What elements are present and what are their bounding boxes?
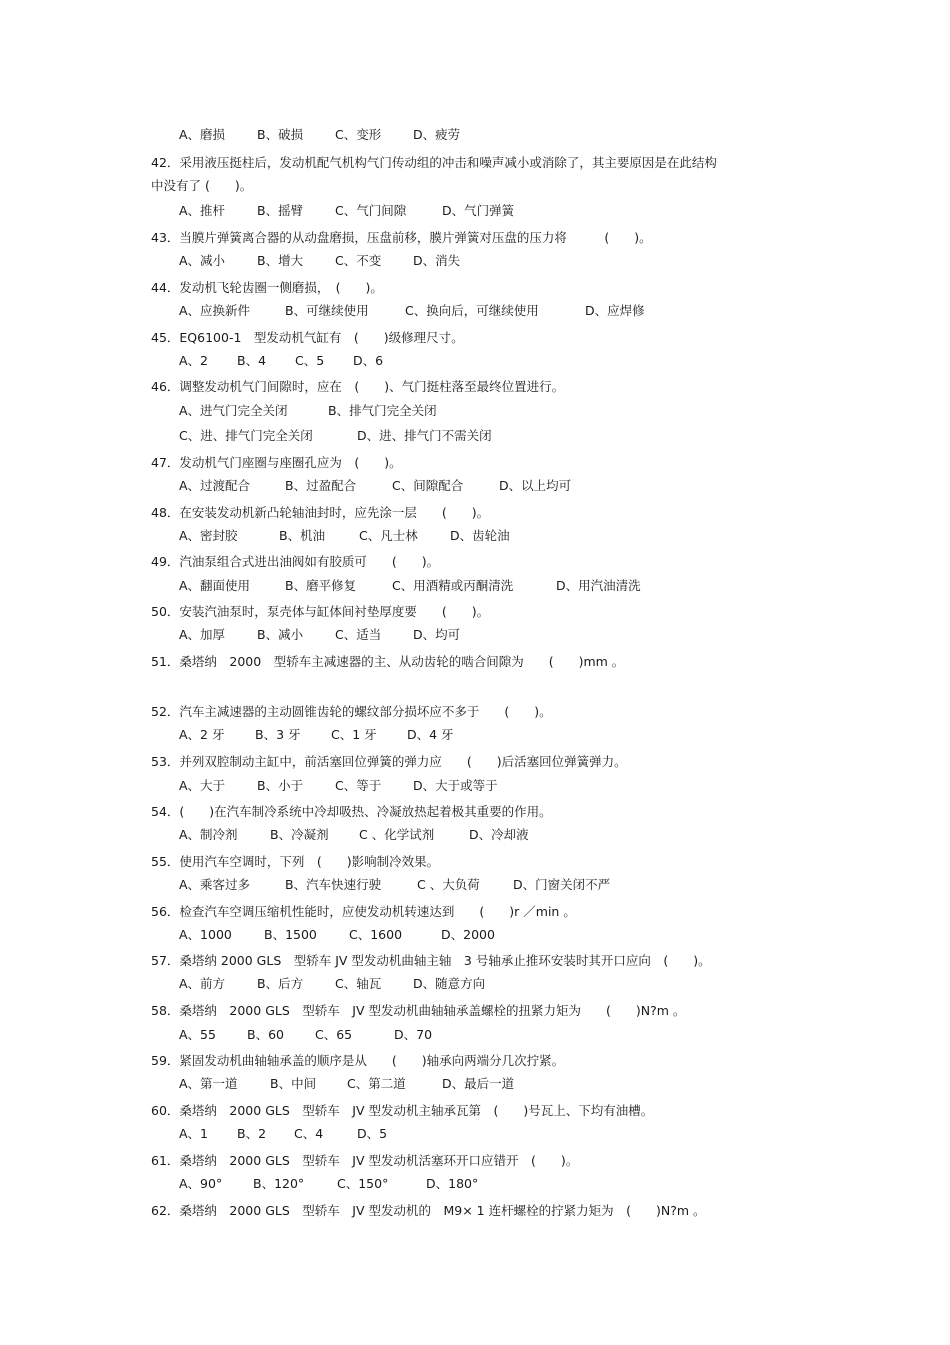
option-choice: C、不变 xyxy=(335,253,382,268)
option-choice: A、过渡配合 xyxy=(179,478,251,493)
question-text: 61．桑塔纳 2000 GLS 型轿车 JV 型发动机活塞环开口应错开 ( )。 xyxy=(151,1153,579,1168)
option-choice: C、等于 xyxy=(335,778,382,793)
option-choice: B、增大 xyxy=(257,253,304,268)
question-text: 56．检查汽车空调压缩机性能时，应使发动机转速达到 ( )r ／min 。 xyxy=(151,904,576,919)
question-text: 58．桑塔纳 2000 GLS 型轿车 JV 型发动机曲轴轴承盖螺栓的扭紧力矩为 ( )N?m 。 xyxy=(151,1003,686,1018)
option-choice: B、120° xyxy=(253,1176,305,1191)
options-line xyxy=(179,877,610,893)
option-choice: D、齿轮油 xyxy=(450,528,510,543)
option-choice: C、5 xyxy=(295,353,325,368)
options-line xyxy=(179,627,460,643)
option-choice: A、加厚 xyxy=(179,627,226,642)
option-choice: B、2 xyxy=(237,1126,267,1141)
option-choice: C 、化学试剂 xyxy=(359,827,435,842)
option-choice: C、凡士林 xyxy=(359,528,418,543)
option-choice: A、制冷剂 xyxy=(179,827,238,842)
option-choice: B、机油 xyxy=(279,528,326,543)
options-line xyxy=(179,1126,387,1142)
option-choice: A、应换新件 xyxy=(179,303,251,318)
option-choice: C、适当 xyxy=(335,627,382,642)
option-choice: B、3 牙 xyxy=(255,727,301,742)
option-choice: A、乘客过多 xyxy=(179,877,251,892)
option-choice: A、推杆 xyxy=(179,203,226,218)
option-choice: A、前方 xyxy=(179,976,226,991)
options-line xyxy=(179,727,454,743)
option-choice: B、摇臂 xyxy=(257,203,304,218)
question-text: 46．调整发动机气门间隙时，应在 ( )、气门挺柱落至最终位置进行。 xyxy=(151,379,565,394)
option-choice: A、减小 xyxy=(179,253,226,268)
option-choice: B、排气门完全关闭 xyxy=(328,403,437,418)
question-text: 59．紧固发动机曲轴轴承盖的顺序是从 ( )轴承向两端分几次拧紧。 xyxy=(151,1053,565,1068)
question-text: 60．桑塔纳 2000 GLS 型轿车 JV 型发动机主轴承瓦第 ( )号瓦上、下均有油槽。 xyxy=(151,1103,654,1118)
option-choice: B、4 xyxy=(237,353,267,368)
options-line xyxy=(179,528,510,544)
options-line xyxy=(179,1176,478,1192)
option-choice: C、150° xyxy=(337,1176,389,1191)
option-choice: A、大于 xyxy=(179,778,226,793)
question-text: 55．使用汽车空调时，下列 ( )影响制冷效果。 xyxy=(151,854,440,869)
options-line xyxy=(179,778,498,794)
option-choice: D、消失 xyxy=(413,253,461,268)
question-text: 54．( )在汽车制冷系统中冷却吸热、冷凝放热起着极其重要的作用。 xyxy=(151,804,552,819)
option-choice: D、以上均可 xyxy=(499,478,572,493)
option-choice: A、密封胶 xyxy=(179,528,238,543)
options-line xyxy=(179,403,437,419)
question-text: 52．汽车主减速器的主动圆锥齿轮的螺纹部分损坏应不多于 ( )。 xyxy=(151,704,552,719)
option-choice: A、2 xyxy=(179,353,209,368)
option-choice: C、1 牙 xyxy=(331,727,377,742)
question-text: 47．发动机气门座圈与座圈孔应为 ( )。 xyxy=(151,455,402,470)
option-choice: D、门窗关闭不严 xyxy=(513,877,611,892)
question-text: 44．发动机飞轮齿圈一侧磨损， ( )。 xyxy=(151,280,383,295)
options-line xyxy=(179,927,495,943)
option-choice: C、65 xyxy=(315,1027,353,1042)
option-choice: B、减小 xyxy=(257,627,304,642)
option-choice: D、均可 xyxy=(413,627,461,642)
options-line xyxy=(179,353,383,369)
option-choice: B、后方 xyxy=(257,976,304,991)
question-text: 43．当膜片弹簧离合器的从动盘磨损，压盘前移，膜片弹簧对压盘的压力将 ( )。 xyxy=(151,230,652,245)
option-choice: D、大于或等于 xyxy=(413,778,498,793)
option-choice: B、可继续使用 xyxy=(285,303,369,318)
options-line xyxy=(179,1076,514,1092)
options-line xyxy=(179,478,571,494)
question-text: 50．安装汽油泵时，泵壳体与缸体间衬垫厚度要 ( )。 xyxy=(151,604,490,619)
option-choice: D、应焊修 xyxy=(585,303,645,318)
option-choice: B、破损 xyxy=(257,127,304,142)
options-line xyxy=(179,428,492,444)
option-choice: B、中间 xyxy=(270,1076,317,1091)
options-line xyxy=(179,1027,432,1043)
option-choice: D、180° xyxy=(426,1176,479,1191)
option-choice: B、冷凝剂 xyxy=(270,827,329,842)
option-choice: C、间隙配合 xyxy=(392,478,464,493)
option-choice: C 、大负荷 xyxy=(417,877,480,892)
option-choice: B、过盈配合 xyxy=(285,478,357,493)
option-choice: A、2 牙 xyxy=(179,727,225,742)
option-choice: C、4 xyxy=(294,1126,324,1141)
option-choice: C、第二道 xyxy=(347,1076,406,1091)
option-choice: B、磨平修复 xyxy=(285,578,357,593)
option-choice: B、小于 xyxy=(257,778,304,793)
option-choice: C、变形 xyxy=(335,127,382,142)
option-choice: D、冷却液 xyxy=(469,827,529,842)
option-choice: D、气门弹簧 xyxy=(442,203,515,218)
question-text: 62．桑塔纳 2000 GLS 型轿车 JV 型发动机的 M9× 1 连杆螺栓的拧紧力矩为 ( )N?m 。 xyxy=(151,1203,706,1218)
question-text: 中没有了 ( )。 xyxy=(151,178,253,193)
option-choice: D、进、排气门不需关闭 xyxy=(357,428,492,443)
option-choice: A、第一道 xyxy=(179,1076,238,1091)
option-choice: D、6 xyxy=(353,353,384,368)
option-choice: D、4 牙 xyxy=(407,727,454,742)
option-choice: B、60 xyxy=(247,1027,284,1042)
option-choice: A、翻面使用 xyxy=(179,578,251,593)
option-choice: A、1 xyxy=(179,1126,209,1141)
question-text: 49．汽油泵组合式进出油阀如有胶质可 ( )。 xyxy=(151,554,440,569)
option-choice: D、5 xyxy=(357,1126,388,1141)
options-line xyxy=(179,253,460,269)
option-choice: D、2000 xyxy=(441,927,495,942)
question-text: 53．并列双腔制动主缸中，前活塞回位弹簧的弹力应 ( )后活塞回位弹簧弹力。 xyxy=(151,754,627,769)
question-text: 57．桑塔纳 2000 GLS 型轿车 JV 型发动机曲轴主轴 3 号轴承止推环安装时其开口应向 ( )。 xyxy=(151,953,711,968)
option-choice: C、换向后，可继续使用 xyxy=(405,303,539,318)
option-choice: C、进、排气门完全关闭 xyxy=(179,428,313,443)
options-line xyxy=(179,976,485,992)
option-choice: D、疲劳 xyxy=(413,127,461,142)
option-choice: B、汽车快速行驶 xyxy=(285,877,382,892)
option-choice: B、1500 xyxy=(264,927,317,942)
options-line xyxy=(179,578,641,594)
option-choice: A、55 xyxy=(179,1027,216,1042)
options-line xyxy=(179,203,514,219)
option-choice: A、进气门完全关闭 xyxy=(179,403,288,418)
options-line xyxy=(179,127,460,143)
option-choice: C、1600 xyxy=(349,927,403,942)
question-text: 48．在安装发动机新凸轮轴油封时，应先涂一层 ( )。 xyxy=(151,505,490,520)
option-choice: A、90° xyxy=(179,1176,223,1191)
option-choice: C、气门间隙 xyxy=(335,203,407,218)
option-choice: D、随意方向 xyxy=(413,976,486,991)
option-choice: D、最后一道 xyxy=(442,1076,515,1091)
question-text: 51．桑塔纳 2000 型轿车主减速器的主、从动齿轮的啮合间隙为 ( )mm 。 xyxy=(151,654,625,669)
option-choice: D、70 xyxy=(394,1027,433,1042)
option-choice: D、用汽油清洗 xyxy=(556,578,641,593)
options-line xyxy=(179,827,529,843)
options-line xyxy=(179,303,645,319)
option-choice: C、用酒精或丙酮清洗 xyxy=(392,578,514,593)
option-choice: A、1000 xyxy=(179,927,232,942)
option-choice: C、轴瓦 xyxy=(335,976,382,991)
question-text: 42．采用液压挺柱后，发动机配气机构气门传动组的冲击和噪声减小或消除了，其主要原因是在此结构 xyxy=(151,155,717,170)
option-choice: A、磨损 xyxy=(179,127,226,142)
question-text: 45．EQ6100-1 型发动机气缸有 ( )级修理尺寸。 xyxy=(151,330,464,345)
